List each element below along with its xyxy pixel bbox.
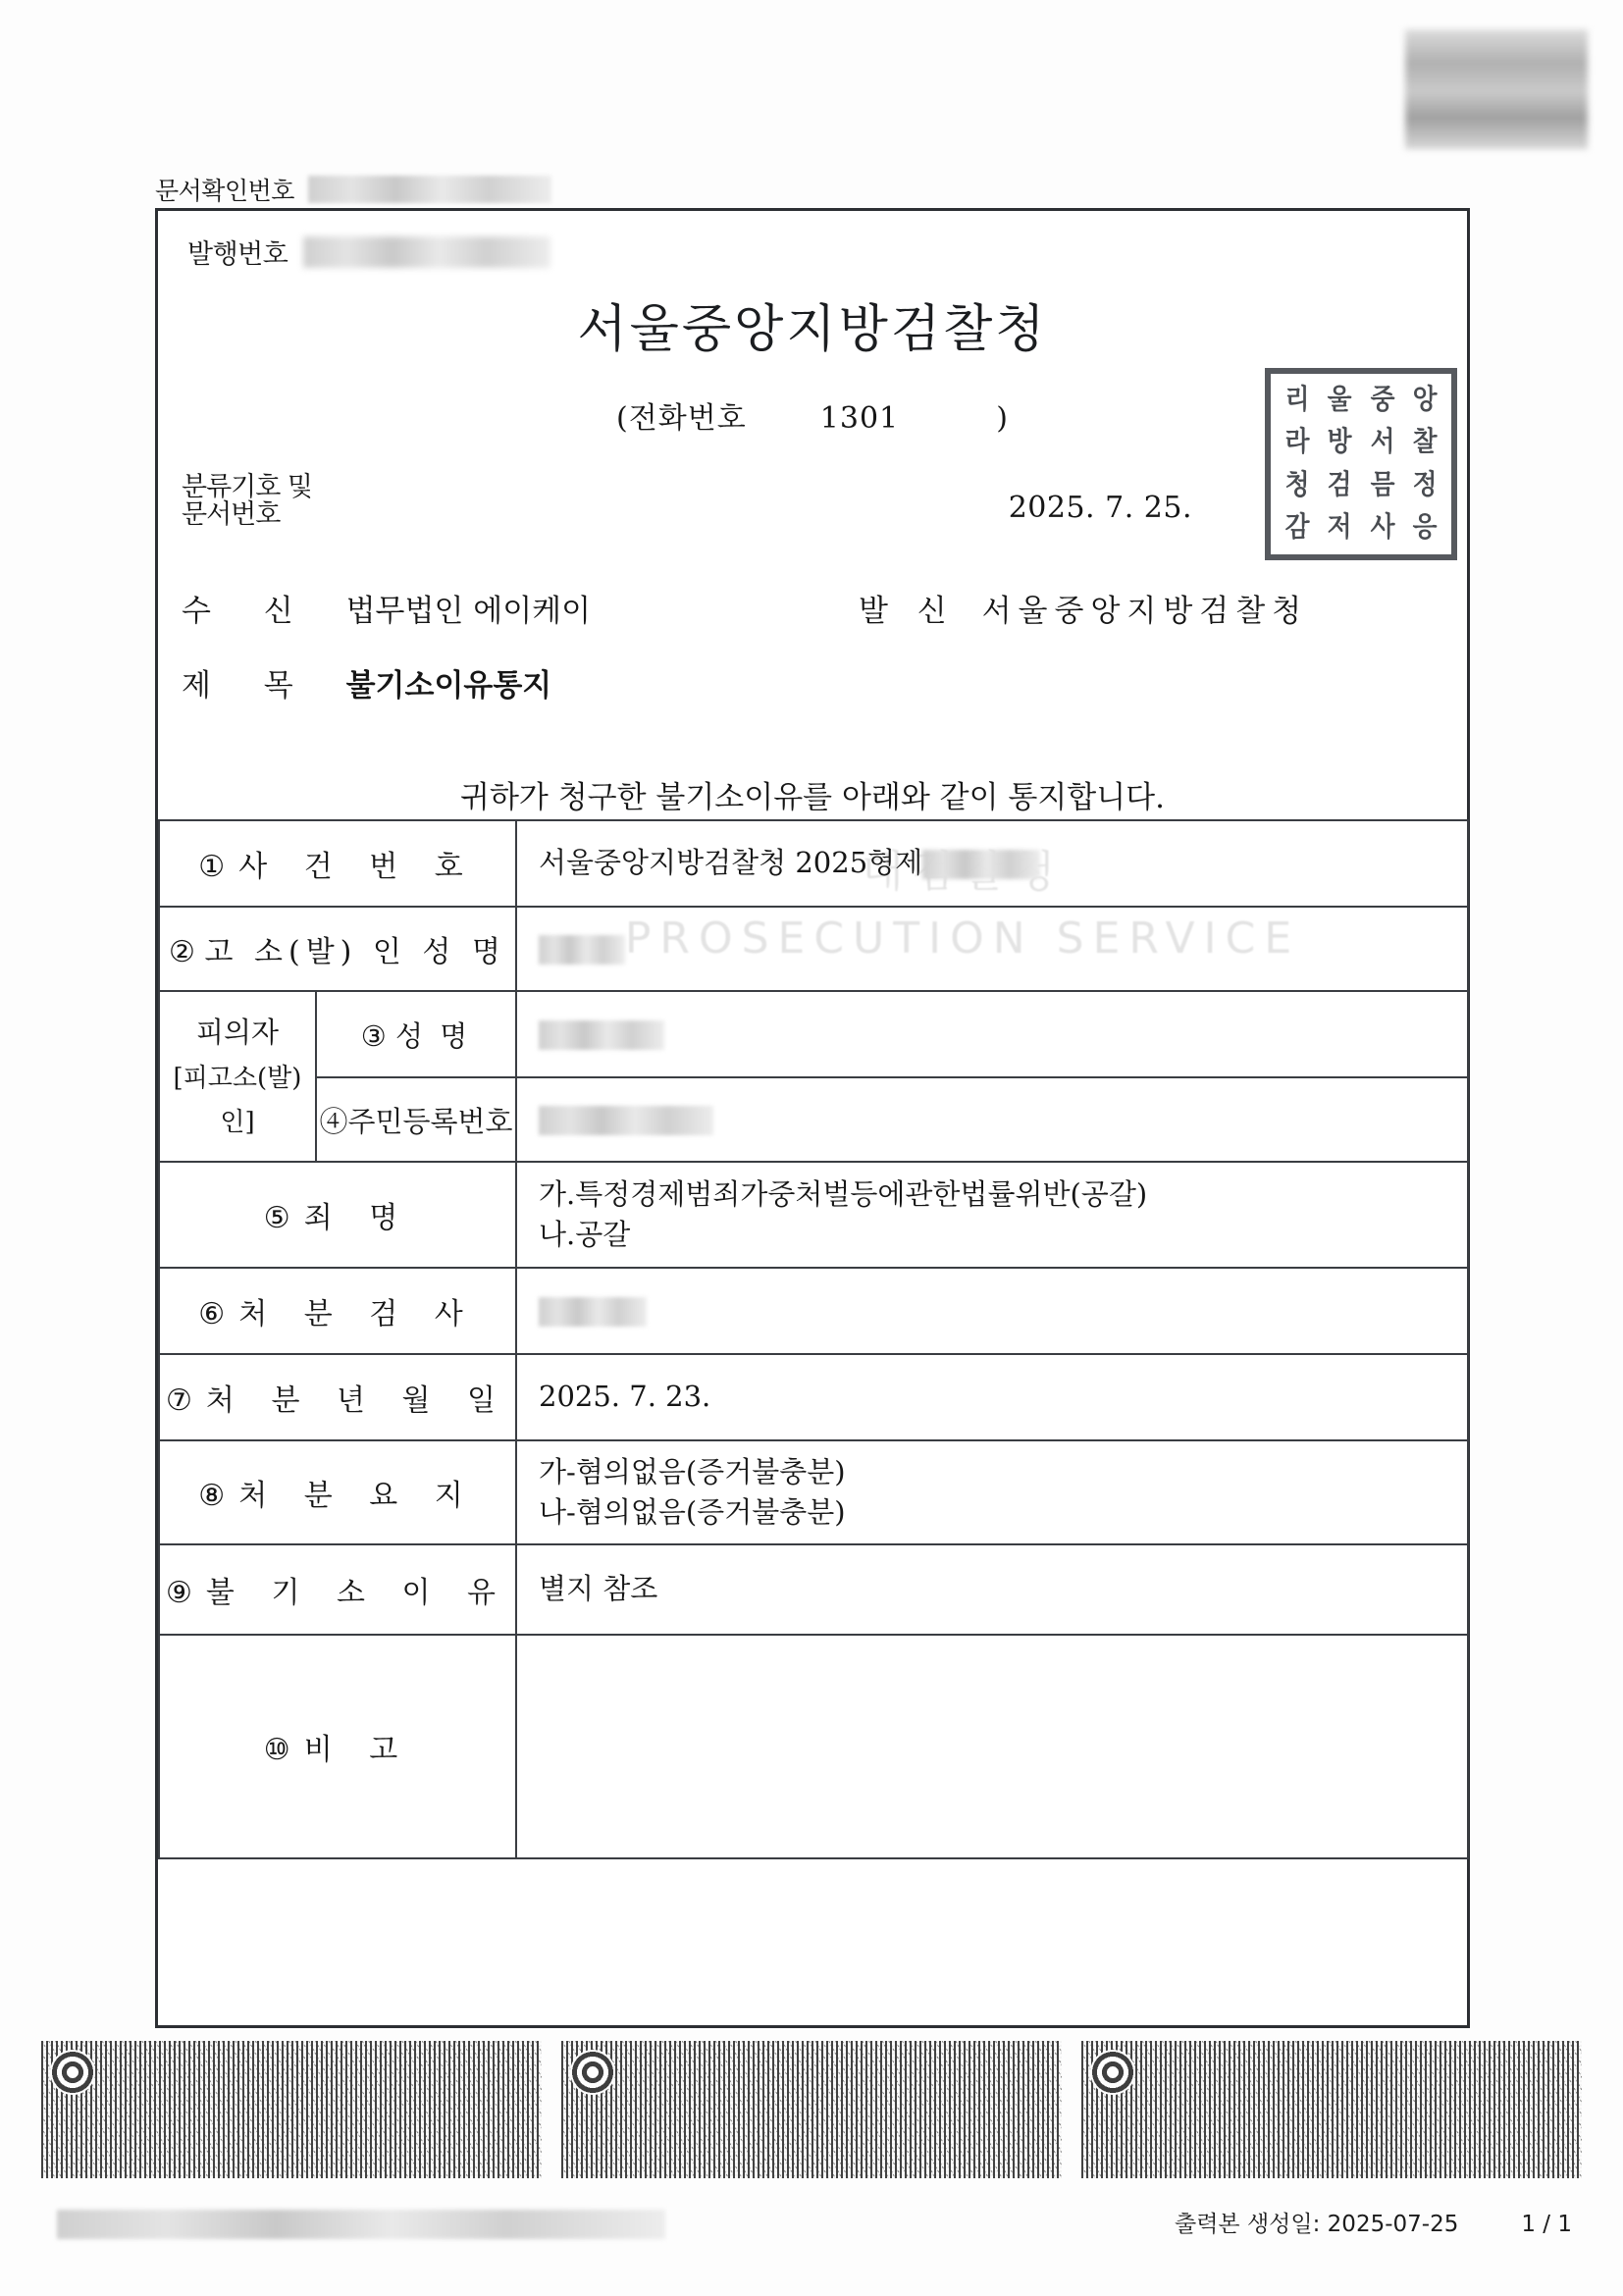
suspect-label-line-1: 피의자: [195, 1016, 280, 1050]
row-label-prosecutor: [159, 1268, 516, 1354]
row-num: ⑨: [166, 1576, 192, 1610]
seal-char: 저: [1327, 509, 1352, 543]
phone-paren-close: ): [996, 401, 1009, 436]
seal-char: 리: [1284, 383, 1310, 415]
suspect-name-redaction: [539, 1020, 664, 1050]
row-label-case-number: [159, 820, 516, 907]
verification-barcodes: [41, 2041, 1584, 2178]
document-confirm-number: [155, 172, 551, 207]
table-row: [159, 991, 1468, 1077]
sender-value: 서울중앙지방검찰청: [981, 594, 1309, 629]
row-label-text: 죄 명: [303, 1201, 412, 1235]
official-seal-stamp: [1265, 368, 1457, 560]
seal-char: 믐: [1370, 467, 1395, 500]
row-label-suspect-name: [316, 991, 516, 1077]
issue-number: [187, 233, 550, 271]
footer-info: [1175, 2206, 1572, 2238]
table-row: [159, 1544, 1468, 1635]
table-row: [159, 1635, 1468, 1858]
seal-char: 울: [1327, 383, 1352, 415]
case-number-text: 서울중앙지방검찰청 2025형제: [539, 846, 923, 880]
table-row: [159, 907, 1468, 991]
row-num: ⑦: [166, 1383, 192, 1418]
row-num: ④: [319, 1104, 348, 1138]
document-confirm-number-redaction: [308, 176, 551, 203]
seal-char: 응: [1412, 509, 1438, 543]
seal-char: 찰: [1412, 425, 1438, 458]
barcode-finder-icon: [570, 2050, 615, 2095]
table-row: [159, 1162, 1468, 1268]
seal-char: 앙: [1412, 383, 1438, 415]
subject-row: [182, 660, 551, 704]
barcode-finder-icon: [50, 2050, 95, 2095]
document-date: 2025. 7. 25.: [1008, 491, 1192, 525]
row-label-disposition-date: [159, 1354, 516, 1440]
subject-label: 제 목: [182, 668, 315, 704]
seal-char: 서: [1370, 425, 1395, 458]
row-label-text: 불 기 소 이 유: [205, 1576, 509, 1610]
row-value-resident-number: [516, 1077, 1468, 1162]
row-num: ⑧: [198, 1479, 226, 1513]
row-label-resident-number: [316, 1077, 516, 1162]
seal-char: 중: [1370, 383, 1395, 415]
table-row: [159, 1077, 1468, 1162]
top-right-redaction-smudge: [1405, 29, 1588, 149]
page-title: 서울중앙지방검찰청: [577, 300, 1048, 359]
barcode-block: [1081, 2041, 1582, 2178]
seal-char: 감: [1284, 509, 1310, 543]
classification-line-1: 분류기호 및: [182, 472, 312, 502]
row-value-suspect-name: [516, 991, 1468, 1077]
row-value-disposition-date: 2025. 7. 23.: [516, 1354, 1468, 1440]
seal-char: 사: [1370, 509, 1395, 543]
table-row: [159, 1440, 1468, 1544]
row-num: ②: [169, 935, 195, 969]
document-confirm-number-label: 문서확인번호: [155, 177, 294, 205]
row-label-text: 처 분 년 월 일: [205, 1383, 509, 1418]
row-num: ⑩: [263, 1733, 290, 1767]
case-number-redaction: [922, 850, 1040, 879]
table-row: [159, 1268, 1468, 1354]
row-label-text: 처 분 검 사: [238, 1297, 477, 1331]
disposition-line-2: 나-혐의없음(증거불충분): [539, 1495, 846, 1529]
suspect-label-line-2: [피고소(발)인]: [173, 1064, 302, 1137]
row-value-remarks: [516, 1635, 1468, 1858]
prosecutor-name-redaction: [539, 1297, 647, 1327]
seal-char: 정: [1412, 467, 1438, 500]
subject-value: 불기소이유통지: [345, 668, 552, 704]
seal-char: 방: [1327, 425, 1352, 458]
barcode-block: [561, 2041, 1062, 2178]
row-value-accuser-name: [516, 907, 1468, 991]
row-value-nonprosecution-reason: 별지 참조: [516, 1544, 1468, 1635]
print-date: 출력본 생성일: 2025-07-25: [1175, 2212, 1459, 2237]
row-label-text: 성 명: [394, 1018, 472, 1053]
row-value-charge: [516, 1162, 1468, 1268]
classification-line-2: 문서번호: [182, 499, 281, 531]
row-label-text: 비 고: [303, 1733, 412, 1767]
row-value-disposition-summary: [516, 1440, 1468, 1544]
row-label-nonprosecution-reason: [159, 1544, 516, 1635]
row-value-case-number: [516, 820, 1468, 907]
recipient-value: 법무법인 에이케이: [345, 594, 592, 629]
document-frame: [155, 208, 1470, 2028]
sender-label: 발 신: [859, 594, 957, 629]
table-row: [159, 1354, 1468, 1440]
row-num: ③: [360, 1018, 387, 1053]
row-label-text: 사 건 번 호: [238, 850, 477, 884]
seal-char: 라: [1284, 425, 1310, 458]
row-num: ⑥: [198, 1297, 226, 1331]
seal-char: 검: [1327, 467, 1352, 500]
barcode-block: [41, 2041, 542, 2178]
issue-number-redaction: [303, 236, 550, 268]
table-row: [159, 820, 1468, 907]
row-label-text: 주민등록번호: [347, 1104, 513, 1138]
row-label-suspect-group: [159, 991, 316, 1162]
notice-sentence: 귀하가 청구한 불기소이유를 아래와 같이 통지합니다.: [460, 780, 1165, 815]
row-num: ⑤: [263, 1201, 290, 1235]
accuser-name-redaction: [539, 935, 625, 965]
watermark-line-2: PROSECUTION SERVICE: [624, 913, 1301, 965]
row-value-prosecutor: [516, 1268, 1468, 1354]
footer-redaction: [57, 2210, 665, 2239]
row-label-remarks: [159, 1635, 516, 1858]
classification-block: [182, 474, 312, 529]
case-details-table: [158, 819, 1469, 1859]
charge-line-1: 가.특정경제범죄가중처벌등에관한법률위반(공갈): [539, 1176, 1148, 1211]
resident-number-redaction: [539, 1106, 713, 1135]
row-label-disposition-summary: [159, 1440, 516, 1544]
barcode-finder-icon: [1090, 2050, 1135, 2095]
row-label-text: 고 소(발) 인 성 명: [204, 935, 506, 969]
seal-char: 청: [1284, 467, 1310, 500]
disposition-line-1: 가-혐의없음(증거불충분): [539, 1454, 846, 1488]
charge-line-2: 나.공갈: [539, 1218, 631, 1251]
row-label-text: 처 분 요 지: [238, 1479, 477, 1513]
phone-label: (전화번호: [616, 401, 747, 436]
row-label-charge: [159, 1162, 516, 1268]
row-label-accuser-name: [159, 907, 516, 991]
phone-number: 1301: [819, 401, 900, 436]
row-num: ①: [198, 850, 226, 884]
page-number: 1 / 1: [1521, 2212, 1572, 2237]
address-row: [182, 586, 1447, 630]
issue-number-label: 발행번호: [187, 239, 288, 270]
recipient-label: 수 신: [182, 594, 315, 629]
